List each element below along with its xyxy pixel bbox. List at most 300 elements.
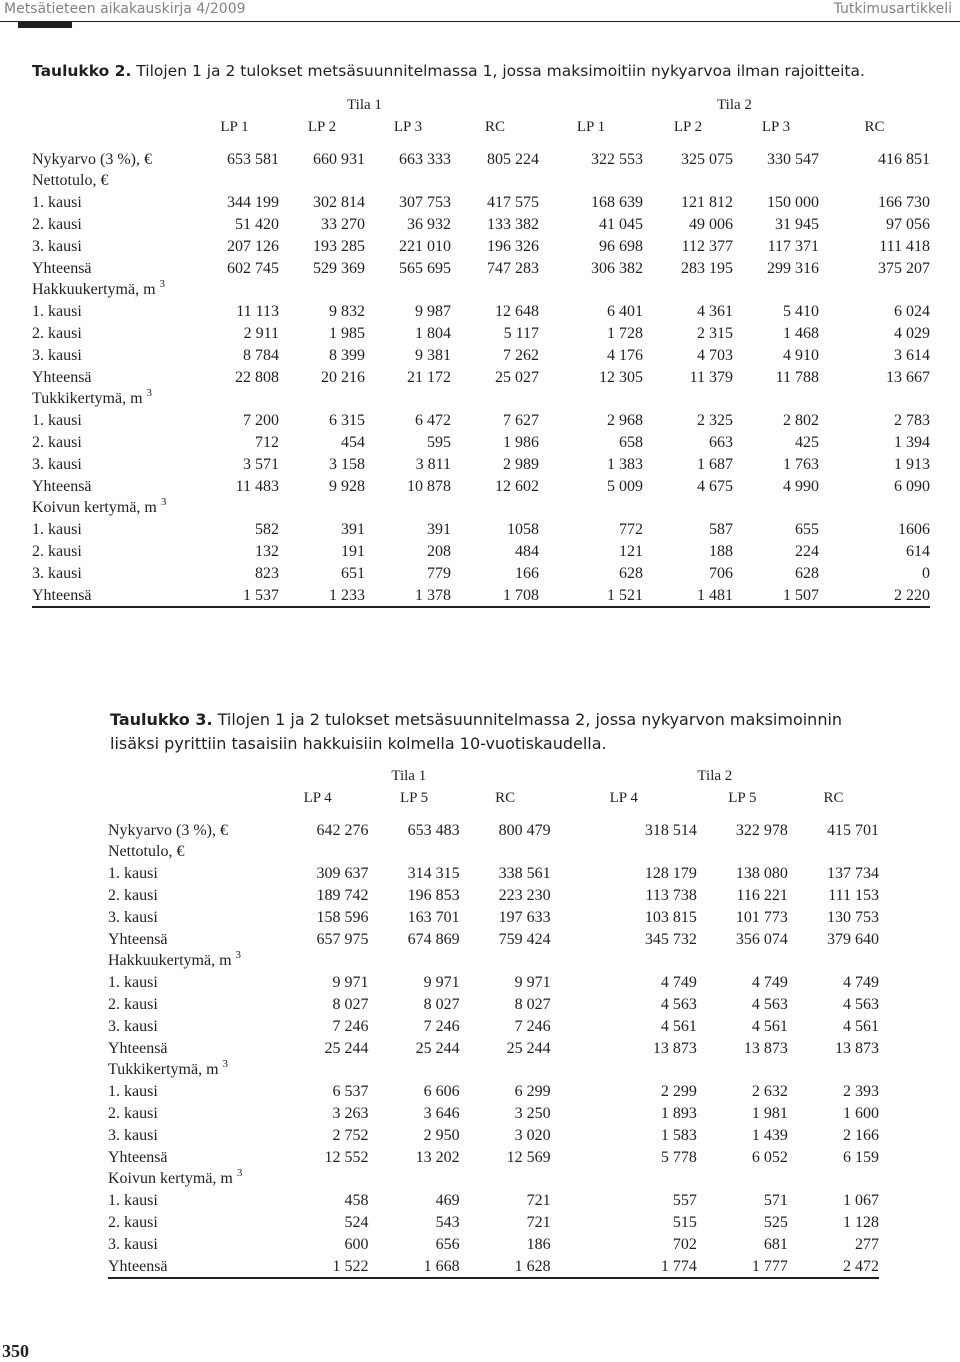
table-cell: 166 — [515, 564, 539, 582]
table-cell: 543 — [435, 1213, 460, 1231]
table-cell: 614 — [906, 542, 930, 560]
row-label — [32, 323, 190, 345]
table-cell: 25 244 — [324, 1039, 369, 1057]
table-cell: 13 873 — [835, 1039, 879, 1057]
table-row — [32, 323, 930, 345]
table-row — [108, 885, 879, 907]
table-row — [108, 1168, 879, 1190]
table-cell — [279, 170, 365, 192]
table-cell: 1 668 — [369, 1256, 460, 1279]
table-cell — [697, 950, 788, 972]
row-label-text: 3. kausi — [32, 564, 82, 582]
table-cell: 469 — [435, 1192, 460, 1210]
table-row — [108, 994, 879, 1016]
row-label-text: 2. kausi — [32, 542, 82, 560]
table-row — [32, 432, 930, 454]
table-cell — [369, 841, 460, 863]
table-cell: 4 910 — [783, 346, 819, 364]
row-label-text: Yhteensä — [108, 1148, 168, 1166]
table-cell: 168 639 — [591, 194, 643, 212]
table-cell: 9 971 — [514, 974, 551, 992]
table-cell — [697, 841, 788, 863]
table-cell: 49 006 — [689, 215, 733, 233]
table-2 — [32, 95, 930, 608]
table-cell: 1 481 — [643, 585, 733, 608]
unit-superscript: 3 — [146, 387, 153, 400]
table-cell: 2 315 — [697, 324, 733, 342]
row-label — [108, 1212, 267, 1234]
table-cell: 338 561 — [498, 865, 551, 883]
table-row — [32, 497, 930, 519]
table-row — [108, 907, 879, 929]
table-cell: 2 393 — [843, 1083, 879, 1101]
row-label — [108, 929, 267, 951]
table-cell: 9 971 — [332, 974, 369, 992]
header-rule — [0, 21, 960, 22]
table-2-body — [32, 149, 930, 608]
table-cell — [819, 279, 930, 301]
table-cell: 4 749 — [751, 974, 788, 992]
table-cell: 5 117 — [503, 324, 539, 342]
table-cell — [460, 1059, 551, 1081]
table-cell — [190, 170, 279, 192]
table-cell — [788, 1059, 879, 1081]
row-label — [108, 1059, 267, 1081]
table-cell: 6 472 — [415, 412, 451, 430]
table-row — [108, 972, 879, 994]
row-label-text: 3. kausi — [108, 1235, 158, 1253]
column-header: LP 5 — [399, 789, 429, 806]
table-cell: 103 815 — [644, 908, 697, 926]
table-cell: 356 074 — [735, 930, 788, 948]
table-cell: 193 285 — [313, 237, 365, 255]
column-header: LP 2 — [307, 118, 337, 135]
table-cell: 805 224 — [487, 150, 539, 168]
row-label — [108, 885, 267, 907]
table-row — [108, 1256, 879, 1279]
table-cell: 8 027 — [514, 995, 551, 1013]
row-label-text: 1. kausi — [108, 1192, 158, 1210]
row-label-text: 1. kausi — [108, 1083, 158, 1101]
table-cell — [369, 1168, 460, 1190]
table-cell: 600 — [344, 1235, 369, 1253]
table-3-caption-text: Tilojen 1 ja 2 tulokset metsäsuunnitelmassa 2, jossa nykyarvon maksimoinnin lisäksi pyrittiin tasaisiin hakkuisiin kolmella 10-vuotiskaudella. — [110, 710, 843, 753]
table-cell: 9 381 — [415, 346, 451, 364]
table-cell: 137 734 — [827, 865, 879, 883]
table-cell: 1 687 — [697, 455, 733, 473]
table-cell: 112 377 — [681, 237, 733, 255]
table-cell: 1 774 — [551, 1256, 697, 1279]
table-cell: 197 633 — [498, 908, 551, 926]
unit-superscript: 3 — [235, 949, 242, 962]
table-row — [108, 1212, 879, 1234]
table-cell — [539, 279, 643, 301]
table-cell — [733, 497, 819, 519]
table-cell: 166 730 — [878, 194, 930, 212]
table-cell: 515 — [672, 1213, 697, 1231]
table-cell: 4 703 — [697, 346, 733, 364]
table-cell: 111 153 — [828, 886, 879, 904]
table-cell: 747 283 — [487, 259, 539, 277]
table-cell: 318 514 — [644, 821, 697, 839]
row-label — [108, 863, 267, 885]
column-header: LP 3 — [761, 118, 791, 135]
table-2-spacer-row — [32, 139, 930, 149]
table-cell: 163 701 — [407, 908, 460, 926]
table-cell: 4 563 — [751, 995, 788, 1013]
table-cell: 3 646 — [423, 1104, 460, 1122]
table-cell: 12 602 — [495, 477, 539, 495]
page-number: 350 — [2, 1341, 29, 1361]
table-3-column-header-row — [108, 788, 879, 810]
row-label — [32, 388, 190, 410]
table-cell: 117 371 — [767, 237, 819, 255]
row-label-text: 3. kausi — [108, 1017, 158, 1035]
table-cell: 4 675 — [697, 477, 733, 495]
table-cell: 4 561 — [843, 1017, 879, 1035]
table-cell — [460, 950, 551, 972]
table-cell: 587 — [709, 521, 733, 539]
table-cell: 1 985 — [329, 324, 365, 342]
table-cell: 8 784 — [243, 346, 279, 364]
table-cell: 800 479 — [498, 821, 551, 839]
table-cell: 525 — [763, 1213, 788, 1231]
row-label — [108, 907, 267, 929]
table-cell — [551, 1059, 697, 1081]
table-cell: 642 276 — [316, 821, 369, 839]
table-cell: 1 777 — [697, 1256, 788, 1279]
table-cell — [788, 1168, 879, 1190]
table-cell: 5 410 — [783, 303, 819, 321]
table-cell: 571 — [763, 1192, 788, 1210]
table-cell: 22 808 — [235, 368, 279, 386]
row-label-text: 3. kausi — [32, 237, 82, 255]
row-label-text: Yhteensä — [108, 930, 168, 948]
table-cell — [697, 1168, 788, 1190]
table-cell — [788, 950, 879, 972]
table-row — [32, 454, 930, 476]
row-label — [32, 279, 190, 301]
table-cell: 6 401 — [607, 303, 643, 321]
table-cell: 12 569 — [506, 1148, 551, 1166]
row-label-text: 1. kausi — [32, 194, 82, 212]
table-cell — [733, 170, 819, 192]
table-cell — [539, 170, 643, 192]
table-cell: 113 738 — [645, 886, 697, 904]
table-cell: 628 — [619, 564, 643, 582]
table-cell: 658 — [619, 433, 643, 451]
table-row — [32, 149, 930, 171]
column-header: LP 1 — [220, 118, 249, 135]
table-cell: 138 080 — [735, 865, 788, 883]
table-cell: 4 361 — [697, 303, 733, 321]
row-label-text: 3. kausi — [32, 455, 82, 473]
table-cell: 6 537 — [332, 1083, 369, 1101]
table-cell: 196 326 — [487, 237, 539, 255]
table-cell: 660 931 — [313, 150, 365, 168]
row-label-text: Nettotulo, € — [108, 843, 185, 861]
table-cell: 325 075 — [681, 150, 733, 168]
table-cell: 221 010 — [399, 237, 451, 255]
row-label-text: Yhteensä — [32, 259, 92, 277]
table-cell: 2 968 — [607, 412, 643, 430]
table-cell: 391 — [427, 521, 451, 539]
row-label — [32, 432, 190, 454]
table-cell: 4 749 — [660, 974, 697, 992]
table-cell: 12 648 — [495, 303, 539, 321]
table-cell: 7 246 — [423, 1017, 460, 1035]
table-cell: 13 667 — [886, 368, 930, 386]
table-cell: 191 — [341, 542, 365, 560]
table-cell: 2 752 — [332, 1126, 369, 1144]
table-row — [108, 863, 879, 885]
row-label — [108, 1103, 267, 1125]
table-row — [32, 541, 930, 563]
row-label — [108, 994, 267, 1016]
row-label — [32, 367, 190, 389]
table-cell — [267, 1059, 369, 1081]
table-row — [108, 1125, 879, 1147]
row-label — [32, 345, 190, 367]
table-cell: 7 246 — [514, 1017, 551, 1035]
row-label-text: Yhteensä — [32, 368, 92, 386]
table-cell: 712 — [255, 433, 279, 451]
table-row — [108, 1016, 879, 1038]
table-cell: 306 382 — [591, 259, 643, 277]
table-cell: 4 563 — [660, 995, 697, 1013]
table-cell: 425 — [795, 433, 819, 451]
table-3 — [108, 766, 879, 1279]
row-label — [32, 301, 190, 323]
row-label-text: Koivun kertymä, m — [32, 499, 157, 517]
table-cell: 628 — [795, 564, 819, 582]
table-cell: 2 989 — [503, 455, 539, 473]
row-label — [32, 519, 190, 541]
table-cell: 11 483 — [235, 477, 279, 495]
table-cell: 6 299 — [514, 1083, 551, 1101]
table-cell: 4 749 — [843, 974, 879, 992]
table-row — [108, 1147, 879, 1169]
table-cell: 7 200 — [243, 412, 279, 430]
table-cell — [369, 1059, 460, 1081]
column-header: LP 4 — [609, 789, 638, 806]
row-label-text: Koivun kertymä, m — [108, 1170, 233, 1188]
table-cell: 8 027 — [423, 995, 460, 1013]
table-row — [108, 929, 879, 951]
table-cell: 2 802 — [783, 412, 819, 430]
table-cell: 41 045 — [599, 215, 643, 233]
table-row — [32, 170, 930, 192]
table-cell: 702 — [672, 1235, 697, 1253]
table-cell: 277 — [855, 1235, 879, 1253]
table-cell: 9 832 — [329, 303, 365, 321]
table-row — [32, 563, 930, 585]
row-label — [108, 1125, 267, 1147]
row-label-text: 1. kausi — [108, 865, 158, 883]
table-cell: 772 — [619, 521, 643, 539]
table-cell: 1 600 — [843, 1104, 879, 1122]
table-cell: 1 378 — [365, 585, 451, 608]
row-label-text: Nettotulo, € — [32, 172, 109, 190]
table-2-group-tila-2: Tila 2 — [717, 97, 752, 113]
table-cell: 375 207 — [878, 259, 930, 277]
table-cell: 31 945 — [775, 215, 819, 233]
table-row — [108, 1190, 879, 1212]
unit-superscript: 3 — [222, 1058, 229, 1071]
row-label-text: 1. kausi — [32, 412, 82, 430]
row-label — [32, 192, 190, 214]
table-row — [32, 585, 930, 608]
table-cell: 1 383 — [607, 455, 643, 473]
table-cell: 1 763 — [783, 455, 819, 473]
table-cell: 565 695 — [399, 259, 451, 277]
table-cell: 2 299 — [660, 1083, 697, 1101]
table-cell: 36 932 — [407, 215, 451, 233]
table-cell: 13 873 — [743, 1039, 788, 1057]
unit-superscript: 3 — [159, 278, 166, 291]
table-cell: 4 561 — [751, 1017, 788, 1035]
column-header: LP 5 — [728, 789, 757, 806]
row-label — [108, 841, 267, 863]
table-cell — [643, 497, 733, 519]
column-header: LP 4 — [303, 789, 332, 806]
table-cell: 1 981 — [751, 1104, 788, 1122]
table-cell: 9 971 — [423, 974, 460, 992]
table-cell — [819, 388, 930, 410]
table-row — [32, 192, 930, 214]
table-cell: 11 788 — [775, 368, 819, 386]
row-label-text: 3. kausi — [32, 346, 82, 364]
row-label — [108, 1168, 267, 1190]
table-cell: 2 911 — [243, 324, 279, 342]
table-cell: 6 090 — [894, 477, 930, 495]
table-cell: 2 783 — [894, 412, 930, 430]
row-label — [32, 258, 190, 280]
table-cell: 186 — [526, 1235, 551, 1253]
table-row — [32, 214, 930, 236]
table-cell: 13 202 — [415, 1148, 460, 1166]
table-3-group-tila-2: Tila 2 — [697, 768, 733, 784]
table-3-body — [108, 820, 879, 1279]
table-cell — [643, 279, 733, 301]
table-cell: 33 270 — [321, 215, 365, 233]
table-cell: 1058 — [507, 521, 539, 539]
table-cell: 6 315 — [329, 412, 365, 430]
row-label-text: Tukkikertymä, m — [32, 390, 143, 408]
table-cell: 116 221 — [736, 886, 788, 904]
row-label-text: Yhteensä — [32, 586, 92, 604]
table-cell: 1 728 — [607, 324, 643, 342]
table-cell: 655 — [795, 521, 819, 539]
row-label-text: Hakkuukertymä, m — [32, 281, 156, 299]
table-2-group-tila-1: Tila 1 — [347, 97, 382, 113]
table-cell: 51 420 — [235, 215, 279, 233]
table-cell: 4 561 — [660, 1017, 697, 1035]
table-cell: 721 — [526, 1192, 551, 1210]
table-cell: 25 027 — [495, 368, 539, 386]
table-cell — [365, 388, 451, 410]
table-cell: 582 — [255, 521, 279, 539]
table-cell: 1 893 — [660, 1104, 697, 1122]
table-cell: 1 521 — [539, 585, 643, 608]
table-row — [108, 841, 879, 863]
row-label-text: 2. kausi — [108, 886, 158, 904]
table-cell: 299 316 — [767, 259, 819, 277]
table-cell: 1 233 — [279, 585, 365, 608]
table-cell — [365, 170, 451, 192]
table-cell: 3 250 — [514, 1104, 551, 1122]
table-cell: 128 179 — [644, 865, 697, 883]
table-cell: 2 950 — [423, 1126, 460, 1144]
row-label-text: 1. kausi — [32, 521, 82, 539]
table-cell: 1606 — [898, 521, 930, 539]
table-cell: 1 439 — [751, 1126, 788, 1144]
table-cell: 121 — [619, 542, 643, 560]
table-cell — [733, 388, 819, 410]
table-cell — [451, 388, 539, 410]
row-label-text: 3. kausi — [108, 908, 158, 926]
table-cell — [267, 841, 369, 863]
table-cell: 6 024 — [894, 303, 930, 321]
table-3-group-header-row — [108, 766, 879, 788]
table-row — [32, 367, 930, 389]
table-cell: 1 507 — [733, 585, 819, 608]
table-cell: 9 928 — [329, 477, 365, 495]
table-cell: 1 468 — [783, 324, 819, 342]
column-header: RC — [484, 118, 505, 135]
table-cell: 663 — [709, 433, 733, 451]
table-cell — [551, 841, 697, 863]
row-label — [32, 497, 190, 519]
table-cell: 557 — [672, 1192, 697, 1210]
table-cell: 3 811 — [415, 455, 451, 473]
table-3-caption — [110, 708, 870, 756]
table-cell — [190, 497, 279, 519]
table-cell: 657 975 — [316, 930, 369, 948]
column-header: LP 3 — [393, 118, 423, 135]
table-cell: 416 851 — [878, 150, 930, 168]
table-cell: 188 — [709, 542, 733, 560]
table-cell: 12 305 — [599, 368, 643, 386]
table-cell: 207 126 — [227, 237, 279, 255]
table-cell: 12 552 — [324, 1148, 369, 1166]
table-cell: 4 029 — [894, 324, 930, 342]
row-label — [108, 1256, 267, 1279]
table-cell: 458 — [344, 1192, 369, 1210]
table-2-column-header-row — [32, 117, 930, 139]
table-row — [32, 476, 930, 498]
row-label-text: 2. kausi — [108, 995, 158, 1013]
table-cell: 11 113 — [236, 303, 279, 321]
table-cell: 759 424 — [498, 930, 551, 948]
table-cell: 823 — [255, 564, 279, 582]
table-cell: 150 000 — [767, 194, 819, 212]
row-label-text: 2. kausi — [108, 1213, 158, 1231]
table-cell — [643, 388, 733, 410]
table-cell: 681 — [763, 1235, 788, 1253]
table-cell — [697, 1059, 788, 1081]
row-label — [32, 563, 190, 585]
table-cell: 379 640 — [827, 930, 879, 948]
table-cell — [643, 170, 733, 192]
table-cell: 524 — [344, 1213, 369, 1231]
row-label-text: Nykyarvo (3 %), € — [32, 150, 152, 168]
table-cell: 651 — [341, 564, 365, 582]
table-cell: 602 745 — [227, 259, 279, 277]
table-cell: 13 873 — [652, 1039, 697, 1057]
table-2-caption — [32, 59, 942, 83]
table-cell: 1 067 — [843, 1192, 879, 1210]
